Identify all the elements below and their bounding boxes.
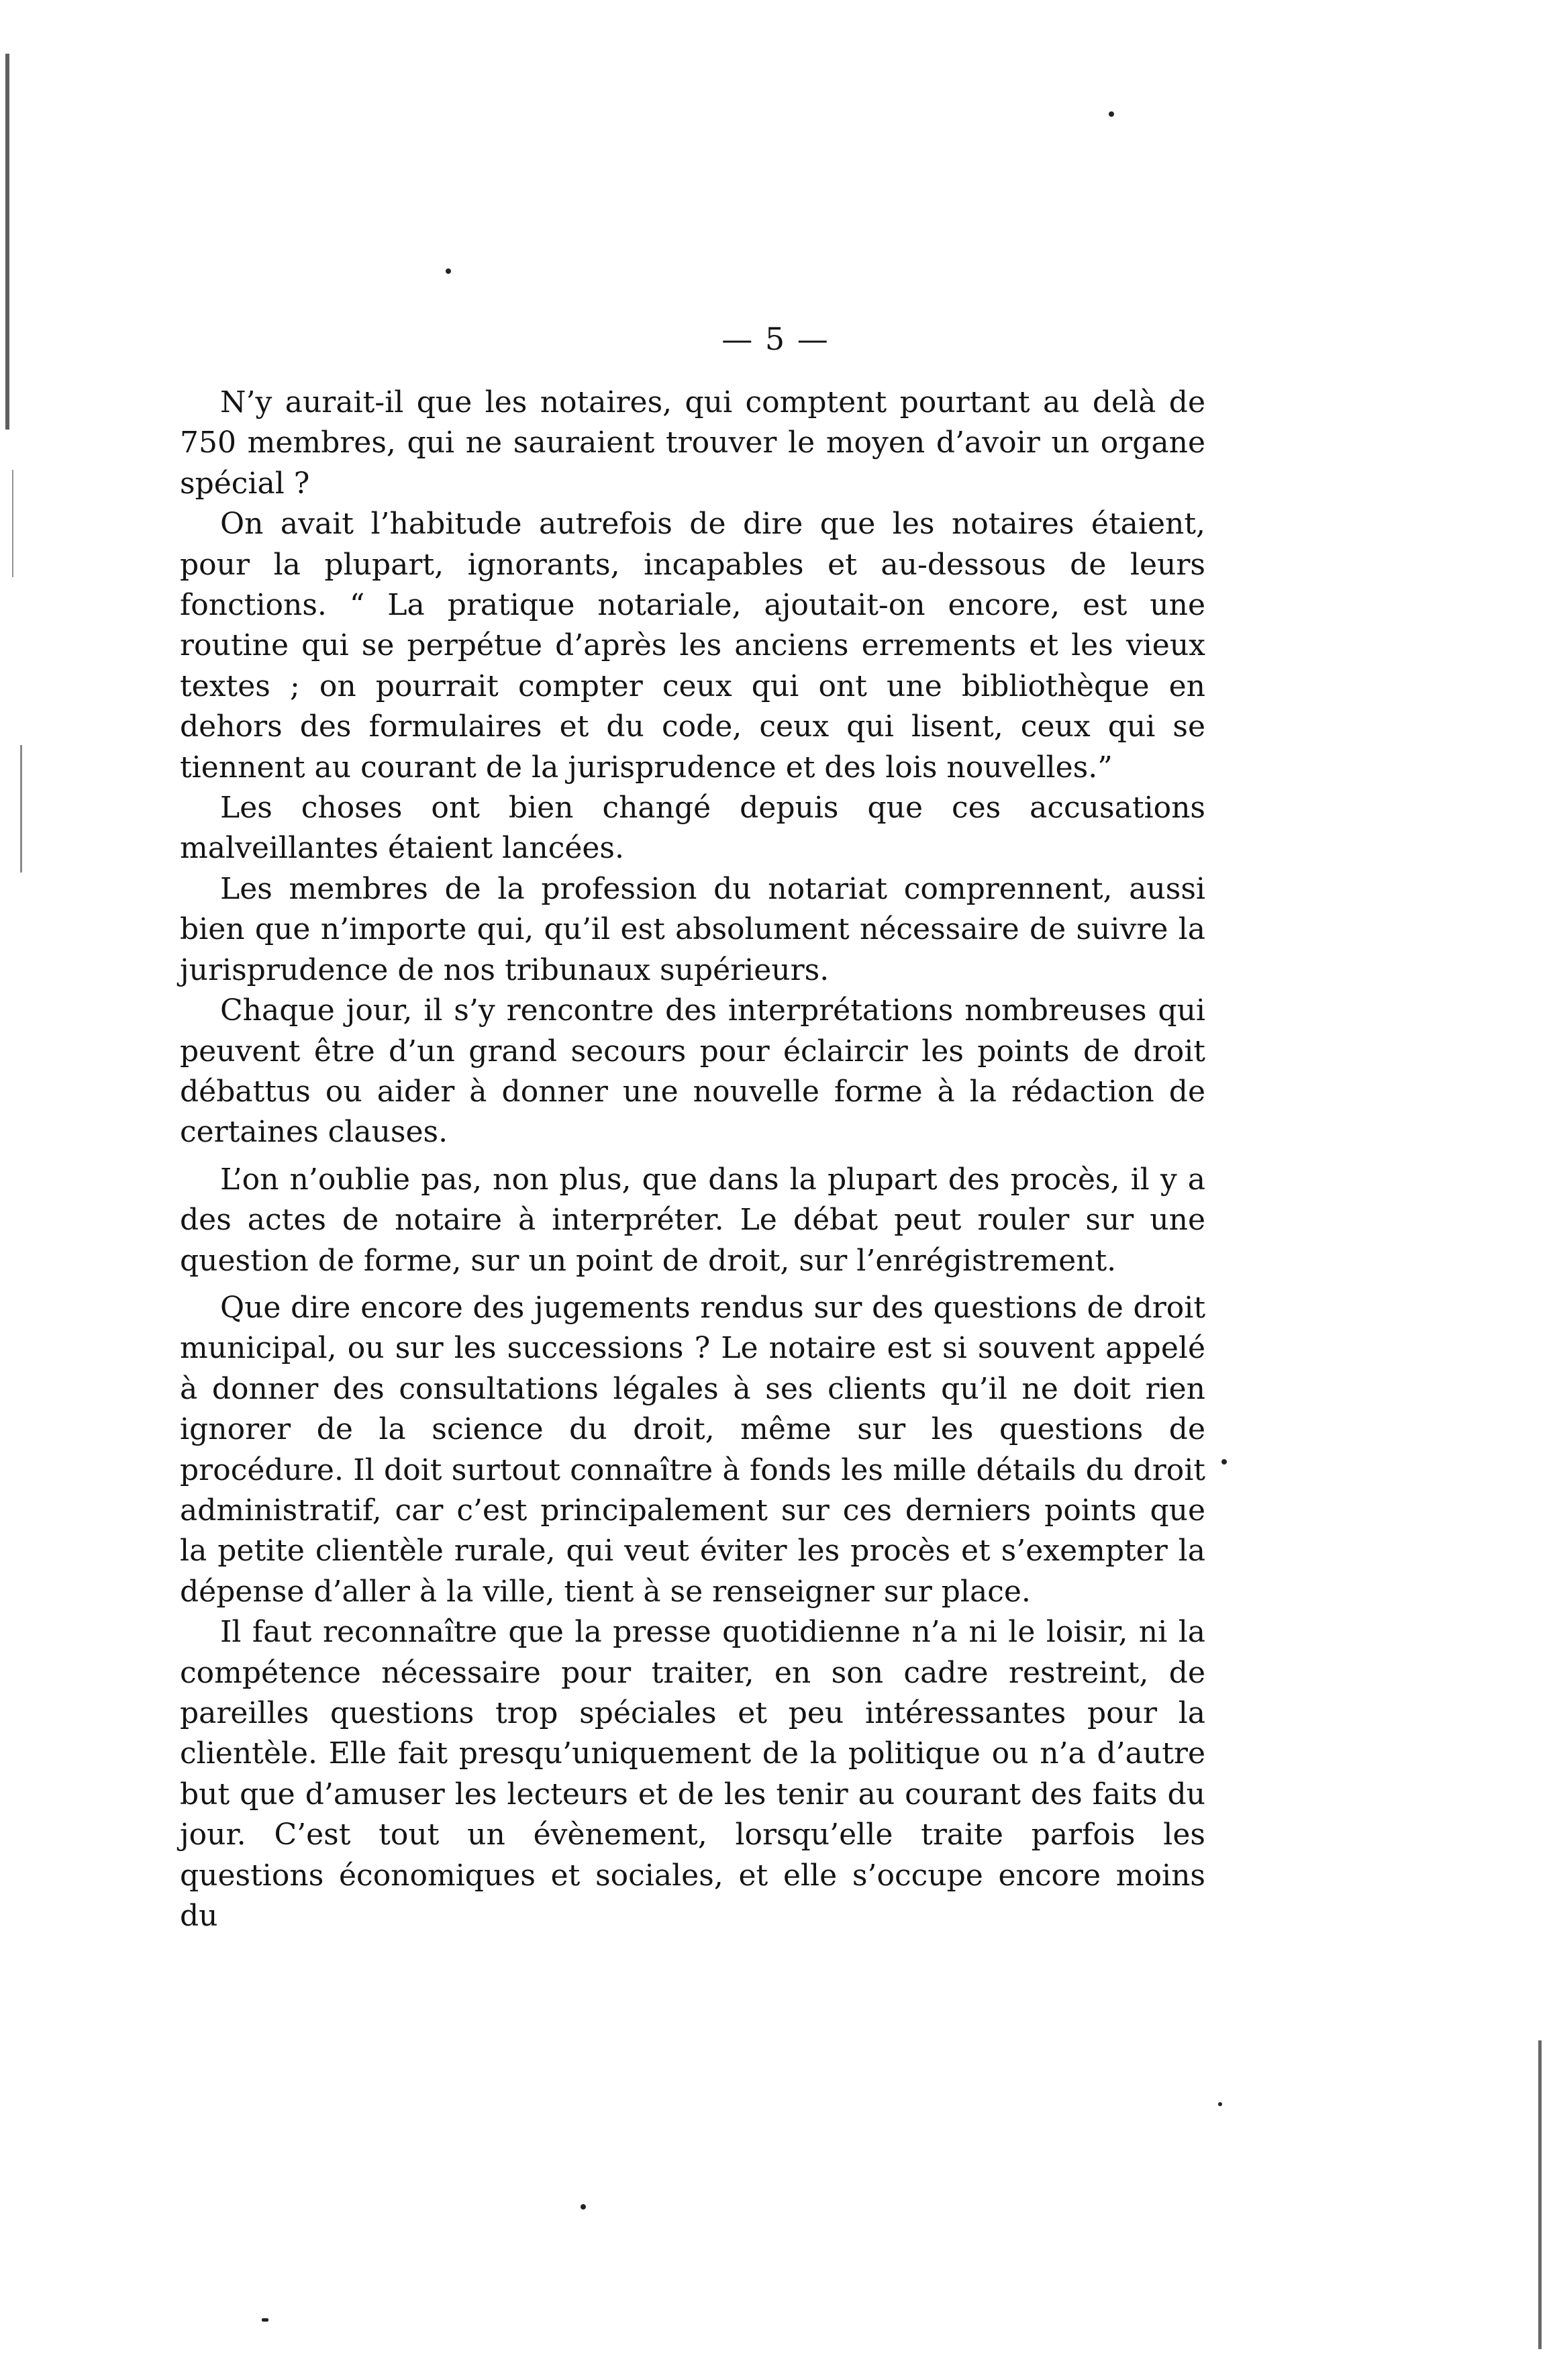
- paragraph: Que dire encore des jugements rendus sur des questions de droit municipal, ou sur les successions ? Le notaire est si souvent appelé à donner des consultations légales à ses clients qu’il ne doit rien ignorer de la science du droit, même sur les questions de procédure. Il doit surtout connaître à fonds les mille détails du droit administratif, car c’est principalement sur ces derniers points que la petite clientèle rurale, qui veut éviter les procès et s’exempter la dépense d’aller à la ville, tient à se renseigner sur place.: [180, 1290, 1205, 1609]
- scan-edge-mark: [5, 54, 9, 430]
- scan-speck: [581, 2204, 586, 2210]
- scan-edge-mark: [12, 470, 13, 577]
- scan-edge-mark: [1538, 2040, 1542, 2349]
- scan-speck: [1221, 1459, 1227, 1465]
- body-text: [180, 383, 1205, 1936]
- paragraph: Les choses ont bien changé depuis que ces accusations malveillantes étaient lancées.: [180, 791, 1205, 866]
- scan-speck: [446, 268, 451, 274]
- scan-speck: [262, 2318, 268, 2322]
- paragraph: N’y aurait-il que les notaires, qui comptent pourtant au delà de 750 membres, qui ne sauraient trouver le moyen d’avoir un organe spécial ?: [180, 385, 1205, 501]
- paragraph: On avait l’habitude autrefois de dire que les notaires étaient, pour la plupart, ignorants, incapables et au-dessous de leurs fonctions. “ La pratique notariale, ajoutait-on encore, est une routine qui se perpétue d’après les anciens errements et les vieux textes ; on pourrait compter ceux qui ont une bibliothèque en dehors des formulaires et du code, ceux qui lisent, ceux qui se tiennent au courant de la jurisprudence et des lois nouvelles.”: [180, 507, 1205, 785]
- paragraph: Il faut reconnaître que la presse quotidienne n’a ni le loisir, ni la compétence nécessaire pour traiter, en son cadre restreint, de pareilles questions trop spéciales et peu intéressantes pour la clientèle. Elle fait presqu’uniquement de la politique ou n’a d’autre but que d’amuser les lecteurs et de les tenir au courant des faits du jour. C’est tout un évènement, lorsqu’elle traite parfois les questions économiques et sociales, et elle s’occupe encore moins du: [180, 1615, 1205, 1934]
- scan-edge-mark: [20, 745, 22, 873]
- page-number: — 5 —: [721, 321, 830, 357]
- paragraph: Chaque jour, il s’y rencontre des interprétations nombreuses qui peuvent être d’un grand secours pour éclaircir les points de droit débattus ou aider à donner une nouvelle forme à la rédaction de certaines clauses.: [180, 993, 1205, 1150]
- paragraph: Les membres de la profession du notariat comprennent, aussi bien que n’importe qui, qu’il est absolument nécessaire de suivre la jurisprudence de nos tribunaux supérieurs.: [180, 871, 1205, 987]
- scan-speck: [1109, 111, 1114, 117]
- paragraph: L’on n’oublie pas, non plus, que dans la plupart des procès, il y a des actes de notaire à interpréter. Le débat peut rouler sur une question de forme, sur un point de droit, sur l’enrégistrement.: [180, 1162, 1205, 1278]
- scan-speck: [1218, 2102, 1222, 2106]
